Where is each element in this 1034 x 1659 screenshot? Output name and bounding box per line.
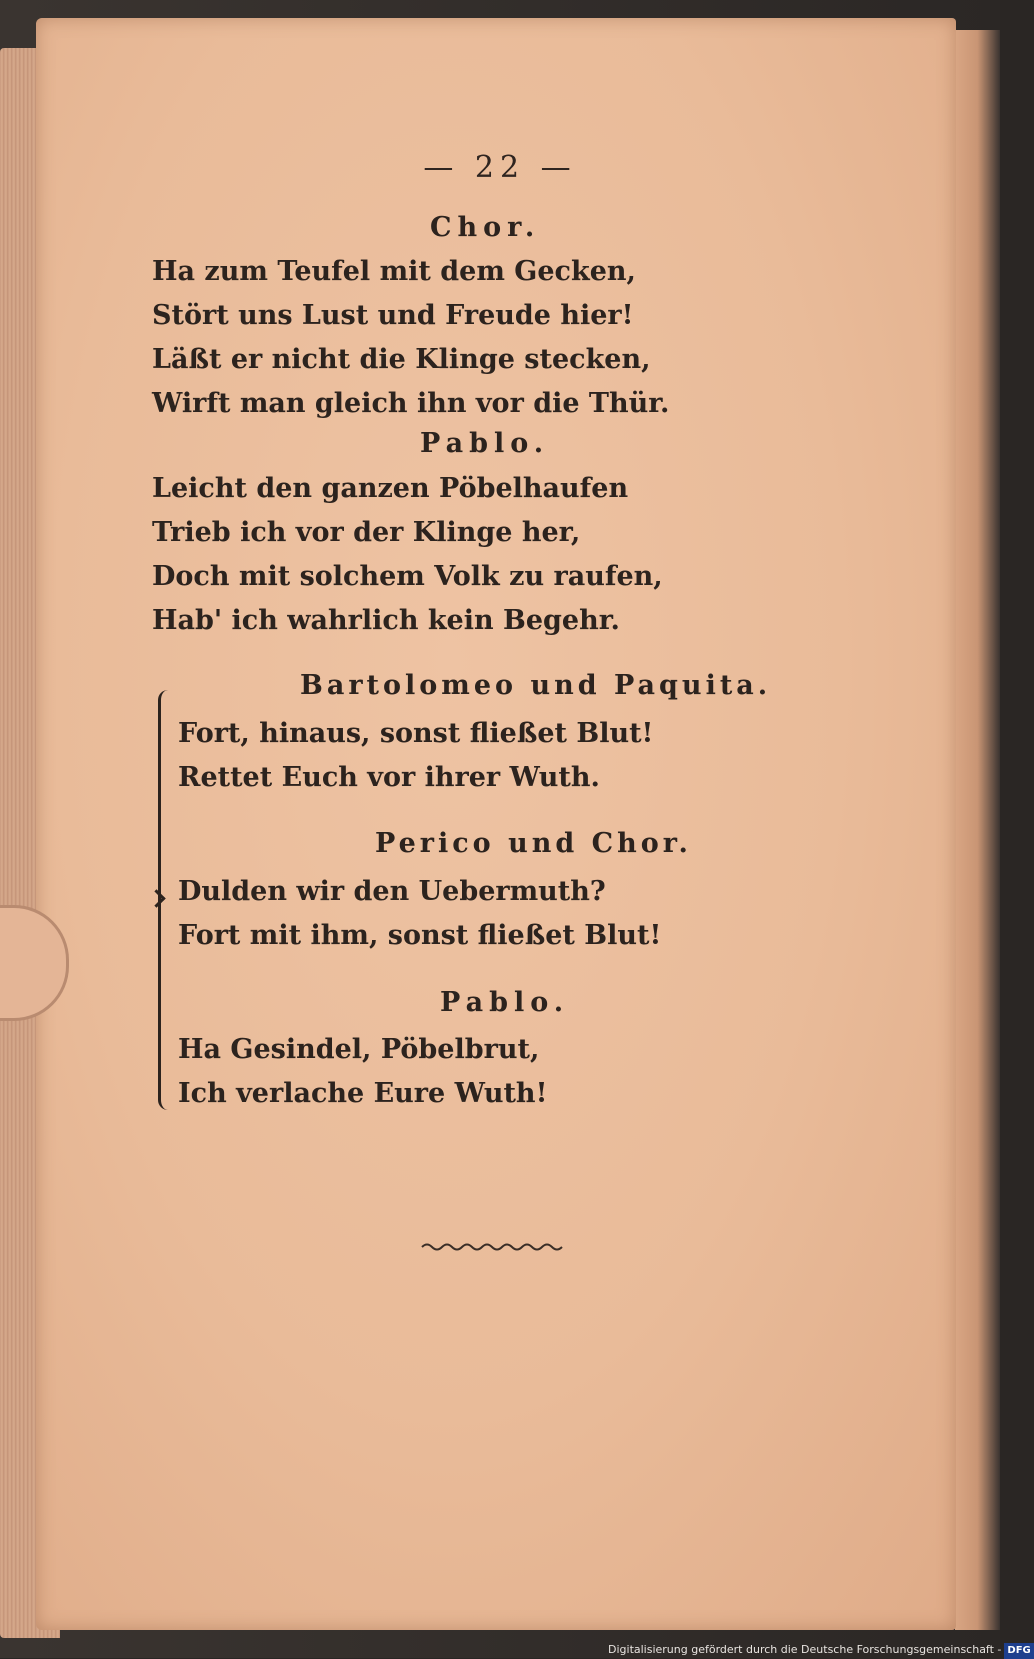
verse-block bbox=[178, 712, 653, 800]
verse-line: Hab' ich wahrlich kein Begehr. bbox=[152, 605, 620, 636]
speaker-heading: Bartolomeo und Paquita. bbox=[300, 670, 772, 701]
book-fore-edge bbox=[955, 30, 1000, 1630]
verse-line: Trieb ich vor der Klinge her, bbox=[152, 517, 581, 548]
verse-block bbox=[178, 1028, 547, 1116]
ornament-divider bbox=[420, 1240, 570, 1254]
dfg-logo: DFG bbox=[1004, 1643, 1033, 1659]
speaker-heading: Chor. bbox=[430, 212, 541, 243]
verse-line: Fort mit ihm, sonst fließet Blut! bbox=[178, 920, 662, 951]
speaker-heading: Perico und Chor. bbox=[375, 828, 692, 859]
verse-block bbox=[152, 467, 663, 643]
verse-line: Rettet Euch vor ihrer Wuth. bbox=[178, 762, 600, 793]
speaker-heading: Pablo. bbox=[440, 987, 570, 1018]
digitization-credit bbox=[608, 1642, 1031, 1658]
speaker-heading: Pablo. bbox=[420, 428, 550, 459]
verse-line: Fort, hinaus, sonst fließet Blut! bbox=[178, 718, 654, 749]
verse-block bbox=[152, 250, 669, 426]
verse-block bbox=[178, 870, 661, 958]
verse-line: Dulden wir den Uebermuth? bbox=[178, 876, 606, 907]
credit-text: Digitalisierung gefördert durch die Deutsche Forschungsgemeinschaft - bbox=[608, 1643, 1002, 1656]
verse-line: Ha zum Teufel mit dem Gecken, bbox=[152, 256, 636, 287]
verse-line: Ha Gesindel, Pöbelbrut, bbox=[178, 1034, 540, 1065]
verse-line: Doch mit solchem Volk zu raufen, bbox=[152, 561, 663, 592]
verse-line: Stört uns Lust und Freude hier! bbox=[152, 300, 634, 331]
verse-line: Läßt er nicht die Klinge stecken, bbox=[152, 344, 651, 375]
verse-line: Wirft man gleich ihn vor die Thür. bbox=[152, 388, 670, 419]
verse-line: Ich verlache Eure Wuth! bbox=[178, 1078, 548, 1109]
page-number: — 22 — bbox=[423, 150, 577, 185]
verse-line: Leicht den ganzen Pöbelhaufen bbox=[152, 473, 629, 504]
